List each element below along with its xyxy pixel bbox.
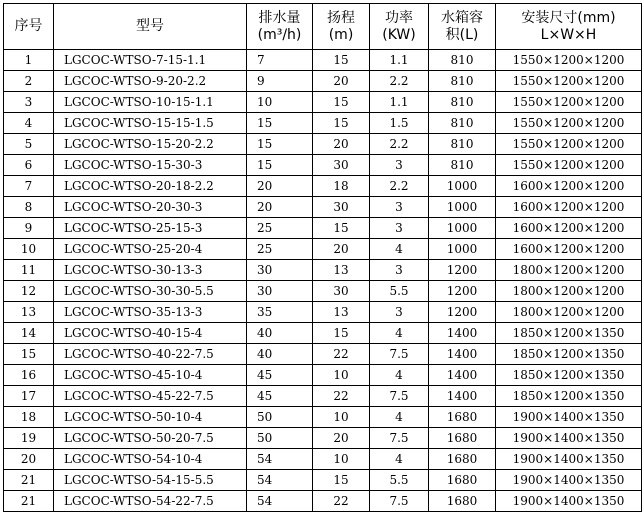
cell-seq: 9 xyxy=(4,218,54,239)
cell-flow: 15 xyxy=(247,155,313,176)
header-head xyxy=(313,4,370,50)
cell-power: 7.5 xyxy=(370,386,429,407)
cell-flow: 54 xyxy=(247,491,313,512)
cell-seq: 13 xyxy=(4,302,54,323)
cell-tank: 810 xyxy=(429,155,496,176)
cell-flow: 45 xyxy=(247,386,313,407)
table-body xyxy=(4,50,642,512)
cell-head: 10 xyxy=(313,407,370,428)
cell-seq: 10 xyxy=(4,239,54,260)
cell-head: 15 xyxy=(313,218,370,239)
cell-power: 4 xyxy=(370,239,429,260)
cell-seq: 20 xyxy=(4,449,54,470)
cell-tank: 1000 xyxy=(429,197,496,218)
header-size-line1: 安装尺寸(mm) xyxy=(521,9,616,26)
cell-seq: 7 xyxy=(4,176,54,197)
cell-head: 22 xyxy=(313,491,370,512)
cell-power: 3 xyxy=(370,260,429,281)
cell-power: 7.5 xyxy=(370,344,429,365)
cell-head: 20 xyxy=(313,428,370,449)
header-head-line2: (m) xyxy=(328,26,354,43)
cell-power: 1.1 xyxy=(370,92,429,113)
cell-flow: 30 xyxy=(247,260,313,281)
cell-size: 1850×1200×1350 xyxy=(496,323,642,344)
cell-flow: 25 xyxy=(247,218,313,239)
cell-model: LGCOC-WTSO-40-15-4 xyxy=(54,323,247,344)
cell-model: LGCOC-WTSO-20-18-2.2 xyxy=(54,176,247,197)
cell-tank: 1680 xyxy=(429,428,496,449)
cell-size: 1900×1400×1350 xyxy=(496,428,642,449)
cell-seq: 16 xyxy=(4,365,54,386)
cell-tank: 1400 xyxy=(429,365,496,386)
table-row xyxy=(4,449,642,470)
table-row xyxy=(4,134,642,155)
cell-power: 3 xyxy=(370,218,429,239)
cell-flow: 54 xyxy=(247,470,313,491)
cell-model: LGCOC-WTSO-30-13-3 xyxy=(54,260,247,281)
table-row xyxy=(4,176,642,197)
cell-head: 20 xyxy=(313,134,370,155)
cell-model: LGCOC-WTSO-30-30-5.5 xyxy=(54,281,247,302)
spec-table xyxy=(3,3,642,512)
cell-seq: 19 xyxy=(4,428,54,449)
cell-flow: 20 xyxy=(247,176,313,197)
cell-size: 1900×1400×1350 xyxy=(496,491,642,512)
header-seq-label: 序号 xyxy=(14,18,43,34)
cell-power: 2.2 xyxy=(370,134,429,155)
cell-model: LGCOC-WTSO-20-30-3 xyxy=(54,197,247,218)
cell-flow: 30 xyxy=(247,281,313,302)
cell-seq: 11 xyxy=(4,260,54,281)
cell-power: 3 xyxy=(370,155,429,176)
table-header-row xyxy=(4,4,642,50)
cell-seq: 14 xyxy=(4,323,54,344)
cell-model: LGCOC-WTSO-10-15-1.1 xyxy=(54,92,247,113)
cell-size: 1850×1200×1350 xyxy=(496,365,642,386)
cell-head: 22 xyxy=(313,344,370,365)
header-tank-line2: 积(L) xyxy=(445,26,479,43)
cell-flow: 10 xyxy=(247,92,313,113)
cell-seq: 5 xyxy=(4,134,54,155)
table-row xyxy=(4,281,642,302)
cell-flow: 50 xyxy=(247,407,313,428)
cell-tank: 810 xyxy=(429,134,496,155)
cell-size: 1900×1400×1350 xyxy=(496,449,642,470)
table-row xyxy=(4,323,642,344)
cell-power: 4 xyxy=(370,407,429,428)
cell-model: LGCOC-WTSO-25-15-3 xyxy=(54,218,247,239)
cell-seq: 4 xyxy=(4,113,54,134)
cell-tank: 1400 xyxy=(429,386,496,407)
table-row xyxy=(4,386,642,407)
cell-tank: 1000 xyxy=(429,239,496,260)
cell-tank: 1400 xyxy=(429,323,496,344)
cell-head: 22 xyxy=(313,386,370,407)
cell-seq: 3 xyxy=(4,92,54,113)
header-model-label: 型号 xyxy=(136,18,164,34)
cell-power: 3 xyxy=(370,302,429,323)
table-row xyxy=(4,113,642,134)
cell-seq: 17 xyxy=(4,386,54,407)
cell-size: 1550×1200×1200 xyxy=(496,50,642,71)
cell-head: 20 xyxy=(313,71,370,92)
cell-size: 1600×1200×1200 xyxy=(496,218,642,239)
cell-model: LGCOC-WTSO-15-30-3 xyxy=(54,155,247,176)
cell-size: 1900×1400×1350 xyxy=(496,470,642,491)
cell-head: 15 xyxy=(313,50,370,71)
cell-seq: 18 xyxy=(4,407,54,428)
cell-power: 7.5 xyxy=(370,428,429,449)
cell-head: 15 xyxy=(313,323,370,344)
table-row xyxy=(4,50,642,71)
cell-size: 1550×1200×1200 xyxy=(496,113,642,134)
cell-tank: 810 xyxy=(429,50,496,71)
cell-tank: 1680 xyxy=(429,407,496,428)
cell-head: 18 xyxy=(313,176,370,197)
cell-power: 1.1 xyxy=(370,50,429,71)
cell-power: 2.2 xyxy=(370,176,429,197)
cell-head: 10 xyxy=(313,449,370,470)
cell-power: 1.5 xyxy=(370,113,429,134)
cell-flow: 54 xyxy=(247,449,313,470)
table-row xyxy=(4,260,642,281)
cell-size: 1550×1200×1200 xyxy=(496,155,642,176)
cell-model: LGCOC-WTSO-15-15-1.5 xyxy=(54,113,247,134)
cell-flow: 40 xyxy=(247,323,313,344)
cell-size: 1850×1200×1350 xyxy=(496,344,642,365)
cell-tank: 1200 xyxy=(429,302,496,323)
cell-tank: 1680 xyxy=(429,449,496,470)
cell-flow: 15 xyxy=(247,134,313,155)
cell-size: 1800×1200×1200 xyxy=(496,302,642,323)
cell-tank: 810 xyxy=(429,113,496,134)
cell-model: LGCOC-WTSO-54-15-5.5 xyxy=(54,470,247,491)
header-seq xyxy=(4,4,54,50)
cell-size: 1800×1200×1200 xyxy=(496,281,642,302)
table-row xyxy=(4,302,642,323)
table-row xyxy=(4,197,642,218)
header-power xyxy=(370,4,429,50)
cell-seq: 6 xyxy=(4,155,54,176)
table-row xyxy=(4,407,642,428)
table-row xyxy=(4,155,642,176)
cell-tank: 1680 xyxy=(429,470,496,491)
cell-flow: 50 xyxy=(247,428,313,449)
cell-model: LGCOC-WTSO-54-10-4 xyxy=(54,449,247,470)
header-size xyxy=(496,4,642,50)
cell-flow: 20 xyxy=(247,197,313,218)
cell-size: 1550×1200×1200 xyxy=(496,134,642,155)
cell-flow: 9 xyxy=(247,71,313,92)
cell-size: 1550×1200×1200 xyxy=(496,92,642,113)
cell-seq: 1 xyxy=(4,50,54,71)
cell-power: 4 xyxy=(370,365,429,386)
cell-model: LGCOC-WTSO-7-15-1.1 xyxy=(54,50,247,71)
cell-flow: 25 xyxy=(247,239,313,260)
cell-tank: 1200 xyxy=(429,260,496,281)
cell-tank: 1400 xyxy=(429,344,496,365)
cell-tank: 810 xyxy=(429,92,496,113)
header-power-line1: 功率 xyxy=(385,9,413,26)
cell-power: 5.5 xyxy=(370,470,429,491)
table-row xyxy=(4,92,642,113)
cell-head: 30 xyxy=(313,155,370,176)
table-row xyxy=(4,218,642,239)
cell-flow: 7 xyxy=(247,50,313,71)
table-row xyxy=(4,491,642,512)
cell-seq: 12 xyxy=(4,281,54,302)
cell-seq: 15 xyxy=(4,344,54,365)
cell-head: 13 xyxy=(313,260,370,281)
cell-power: 7.5 xyxy=(370,491,429,512)
cell-model: LGCOC-WTSO-50-20-7.5 xyxy=(54,428,247,449)
cell-head: 15 xyxy=(313,113,370,134)
cell-model: LGCOC-WTSO-15-20-2.2 xyxy=(54,134,247,155)
cell-power: 5.5 xyxy=(370,281,429,302)
cell-tank: 1000 xyxy=(429,176,496,197)
header-model xyxy=(54,4,247,50)
cell-model: LGCOC-WTSO-25-20-4 xyxy=(54,239,247,260)
cell-power: 2.2 xyxy=(370,71,429,92)
header-power-line2: (KW) xyxy=(382,26,416,43)
cell-size: 1600×1200×1200 xyxy=(496,176,642,197)
cell-model: LGCOC-WTSO-54-22-7.5 xyxy=(54,491,247,512)
table-row xyxy=(4,71,642,92)
cell-model: LGCOC-WTSO-50-10-4 xyxy=(54,407,247,428)
cell-model: LGCOC-WTSO-45-10-4 xyxy=(54,365,247,386)
table-row xyxy=(4,239,642,260)
cell-flow: 40 xyxy=(247,344,313,365)
cell-head: 15 xyxy=(313,470,370,491)
cell-tank: 1000 xyxy=(429,218,496,239)
cell-model: LGCOC-WTSO-35-13-3 xyxy=(54,302,247,323)
table-row xyxy=(4,470,642,491)
table-row xyxy=(4,365,642,386)
table-row xyxy=(4,344,642,365)
cell-seq: 8 xyxy=(4,197,54,218)
cell-flow: 45 xyxy=(247,365,313,386)
cell-head: 10 xyxy=(313,365,370,386)
cell-tank: 1680 xyxy=(429,491,496,512)
cell-model: LGCOC-WTSO-40-22-7.5 xyxy=(54,344,247,365)
header-tank xyxy=(429,4,496,50)
table-row xyxy=(4,428,642,449)
cell-flow: 15 xyxy=(247,113,313,134)
header-flow-line1: 排水量 xyxy=(258,9,301,26)
cell-power: 4 xyxy=(370,449,429,470)
header-head-line1: 扬程 xyxy=(327,9,355,26)
cell-head: 13 xyxy=(313,302,370,323)
cell-size: 1800×1200×1200 xyxy=(496,260,642,281)
cell-head: 15 xyxy=(313,92,370,113)
cell-power: 4 xyxy=(370,323,429,344)
cell-seq: 21 xyxy=(4,491,54,512)
cell-size: 1550×1200×1200 xyxy=(496,71,642,92)
cell-size: 1900×1400×1350 xyxy=(496,407,642,428)
cell-seq: 2 xyxy=(4,71,54,92)
cell-flow: 35 xyxy=(247,302,313,323)
header-size-line2: L×W×H xyxy=(540,26,597,43)
cell-model: LGCOC-WTSO-45-22-7.5 xyxy=(54,386,247,407)
cell-tank: 810 xyxy=(429,71,496,92)
header-tank-line1: 水箱容 xyxy=(441,9,483,26)
cell-tank: 1200 xyxy=(429,281,496,302)
cell-model: LGCOC-WTSO-9-20-2.2 xyxy=(54,71,247,92)
header-flow xyxy=(247,4,313,50)
cell-size: 1600×1200×1200 xyxy=(496,239,642,260)
cell-head: 20 xyxy=(313,239,370,260)
cell-seq: 21 xyxy=(4,470,54,491)
cell-size: 1600×1200×1200 xyxy=(496,197,642,218)
cell-power: 3 xyxy=(370,197,429,218)
cell-size: 1850×1200×1350 xyxy=(496,386,642,407)
cell-head: 30 xyxy=(313,197,370,218)
cell-head: 30 xyxy=(313,281,370,302)
header-flow-line2: (m³/h) xyxy=(257,26,302,43)
